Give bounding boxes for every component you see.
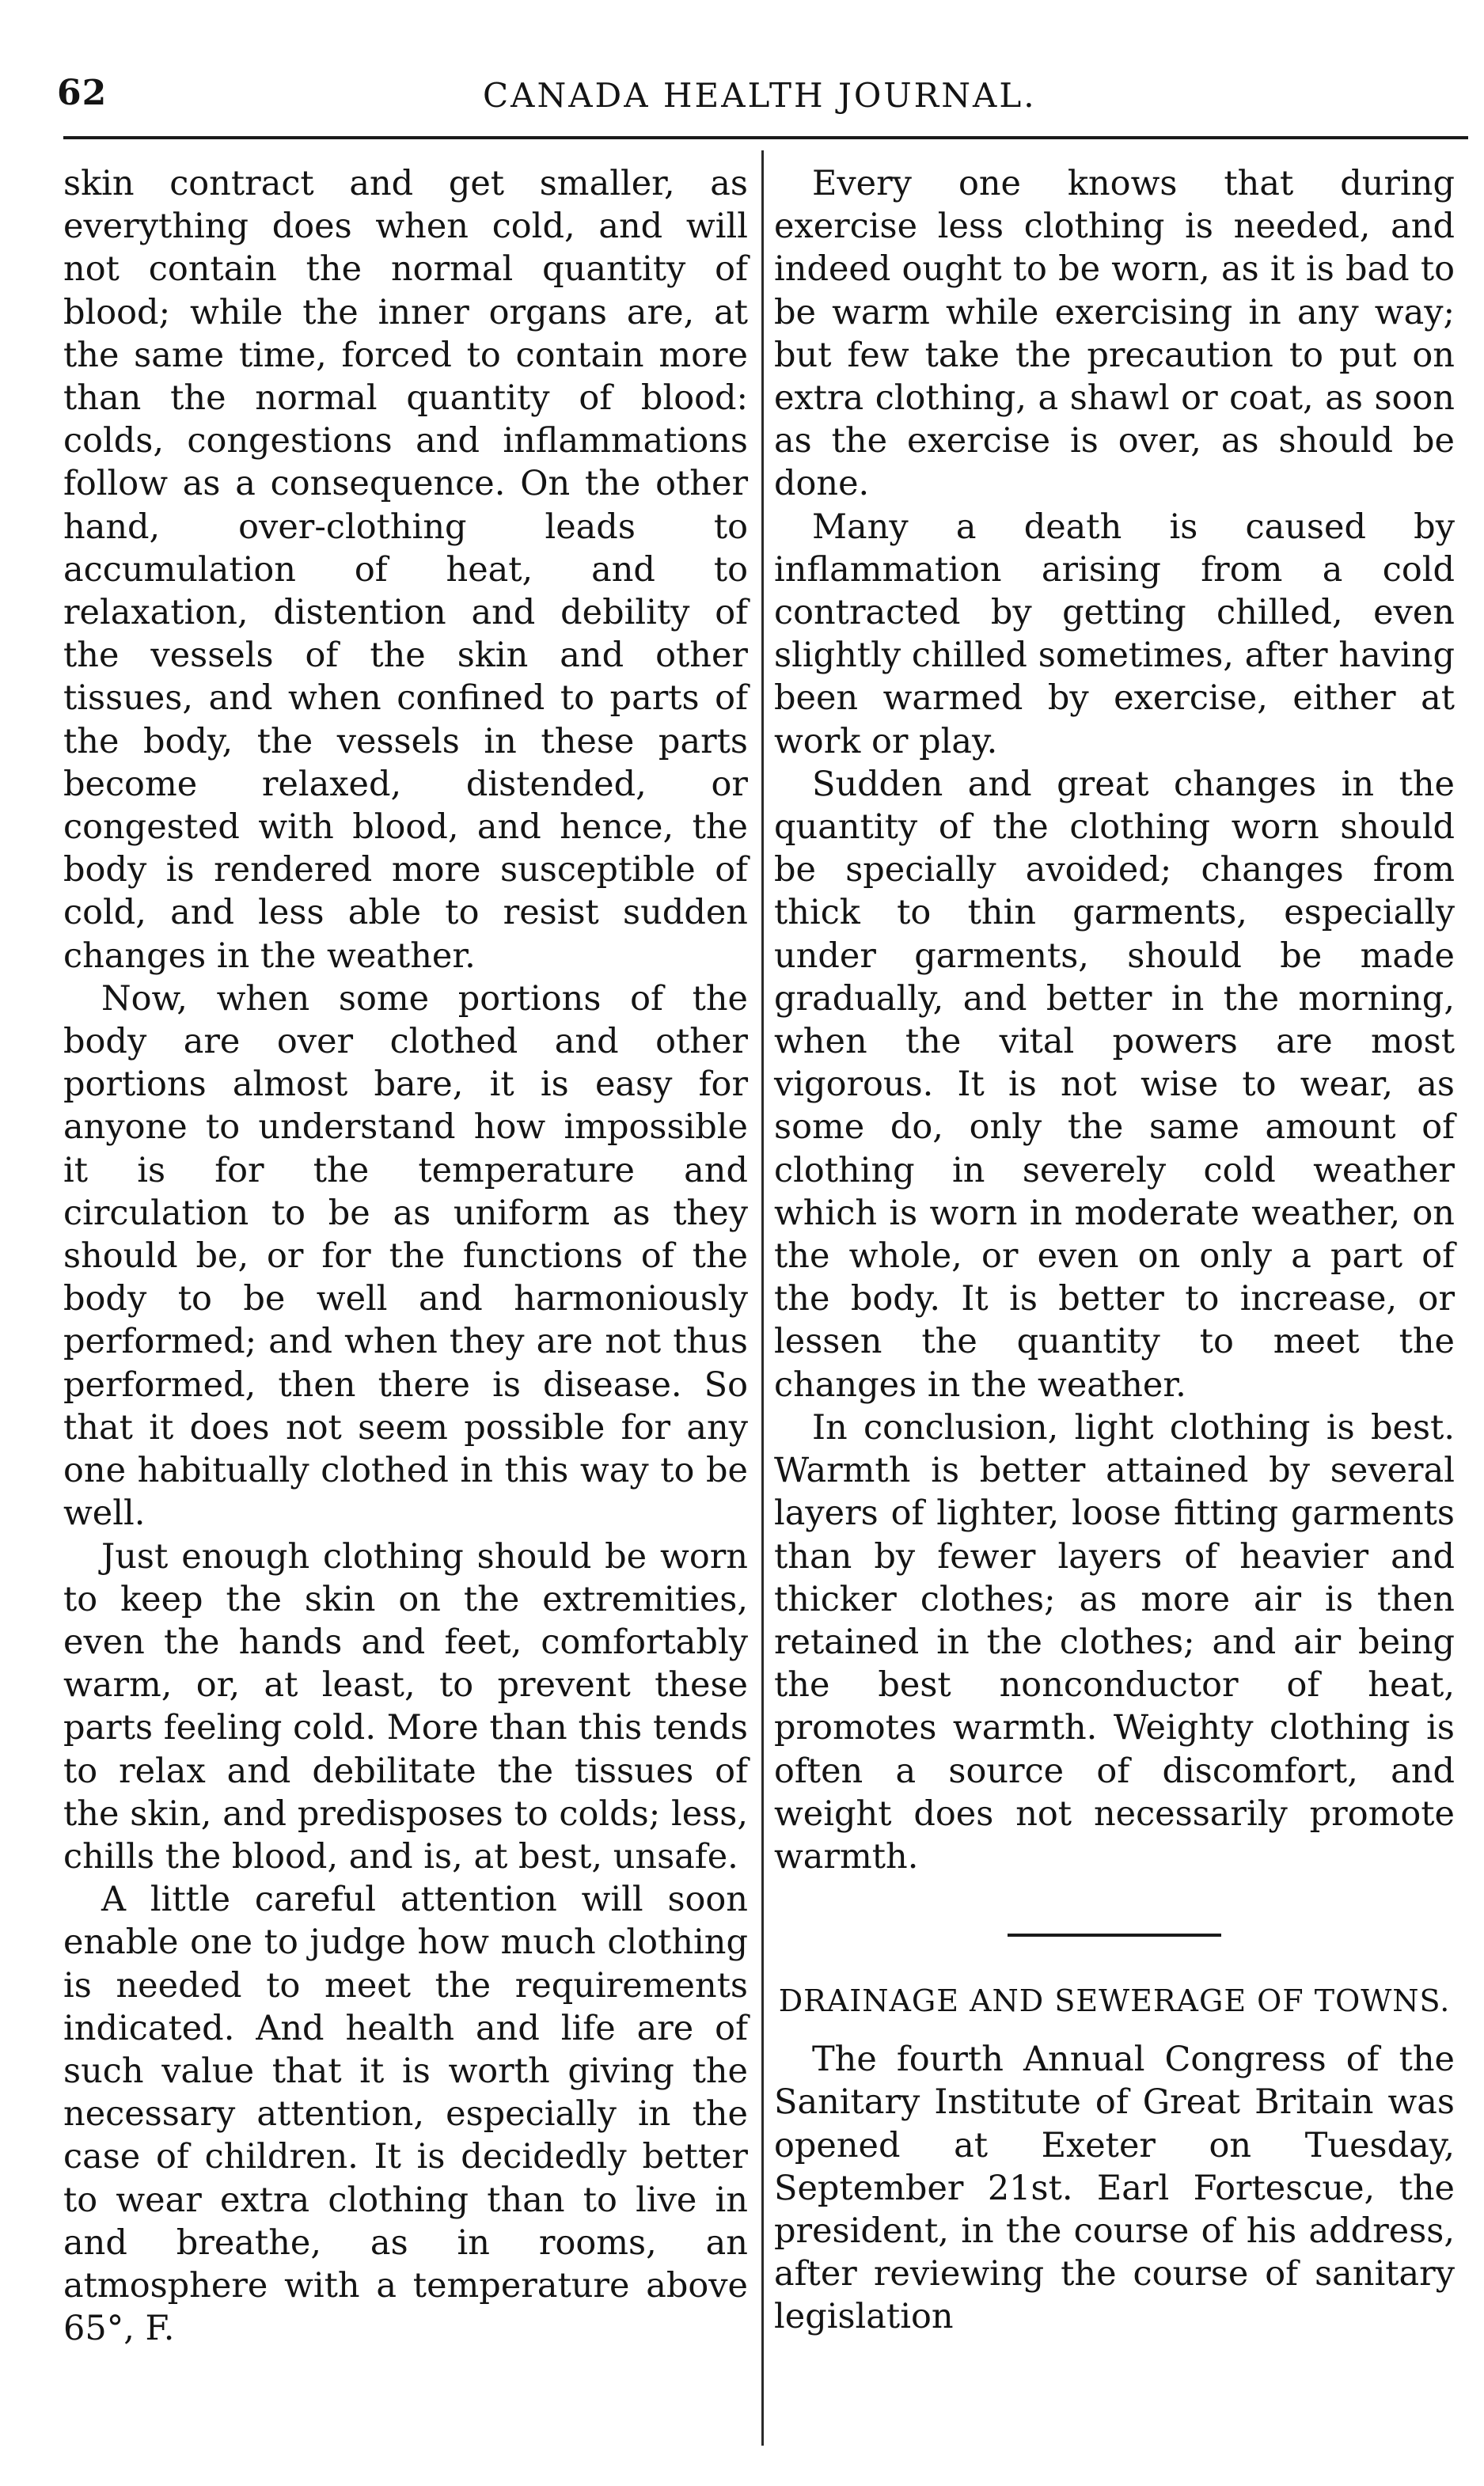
paragraph: The fourth Annual Congress of the Sanitary Institute of Great Britain was opened at Exeter on Tuesday, September 21st. Earl Fortescue, the president, in the course of his address, after reviewing the course of sanitary legislation (774, 2040, 1455, 2337)
header-rule (63, 136, 1468, 139)
journal-title: CANADA HEALTH JOURNAL. (483, 76, 1037, 115)
page-number: 62 (57, 73, 108, 113)
left-column (63, 162, 748, 2350)
column-divider (761, 150, 764, 2446)
paragraph: Every one knows that during exercise less clothing is needed, and indeed ought to be worn, as it is bad to be warm while exercising in any way; but few take the precaution to put on extra clothing, a shawl or coat, as soon as the exercise is over, as should be done. (774, 164, 1455, 504)
right-column (774, 162, 1455, 2339)
section-divider (1008, 1934, 1221, 1937)
page-header (0, 0, 1484, 158)
paragraph: A little careful attention will soon enable one to judge how much clothing is needed to meet the requirements indicated. And health and life are of such value that it is worth giving the necessary attention, especially in the case of children. It is decidedly better to wear extra clothing than to live in and breathe, as in rooms, an atmosphere with a temperature above 65°, F. (63, 1880, 748, 2349)
paragraph: Many a death is caused by inflammation arising from a cold contracted by getting chilled, even slightly chilled sometimes, after having been warmed by exercise, either at work or play. (774, 507, 1455, 761)
paragraph: Just enough clothing should be worn to keep the skin on the extremities, even the hands and feet, comfortably warm, or, at least, to prevent these parts feeling cold. More than this tends to relax and debilitate the tissues of the skin, and predisposes to colds; less, chills the blood, and is, at best, unsafe. (63, 1536, 748, 1877)
paragraph: skin contract and get smaller, as everything does when cold, and will not contain the normal quantity of blood; while the inner organs are, at the same time, forced to contain more than the normal quantity of blood: colds, congestions and inflammations follow as a consequence. On the other hand, over-clothing leads to accumulation of heat, and to relaxation, distention and debility of the vessels of the skin and other tissues, and when confined to parts of the body, the vessels in these parts become relaxed, distended, or congested with blood, and hence, the body is rendered more susceptible of cold, and less able to resist sudden changes in the weather. (63, 164, 748, 976)
paragraph: In conclusion, light clothing is best. Warmth is better attained by several layers of lighter, loose fitting garments than by fewer layers of heavier and thicker clothes; as more air is then retained in the clothes; and air being the best nonconductor of heat, promotes warmth. Weighty clothing is often a source of discomfort, and weight does not necessarily promote warmth. (774, 1407, 1455, 1877)
section-heading: DRAINAGE AND SEWERAGE OF TOWNS. (778, 1983, 1451, 2019)
paragraph: Now, when some portions of the body are over clothed and other portions almost bare, it is easy for anyone to understand how impossible it is for the temperature and circulation to be as uniform as they should be, or for the functions of the body to be well and harmoniously performed; and when they are not thus performed, then there is disease. So that it does not seem possible for any one habitually clothed in this way to be well. (63, 978, 748, 1534)
paragraph: Sudden and great changes in the quantity of the clothing worn should be specially avoided; changes from thick to thin garments, especially under garments, should be made gradually, and better in the morning, when the vital powers are most vigorous. It is not wise to wear, as some do, only the same amount of clothing in severely cold weather which is worn in moderate weather, on the whole, or even on only a part of the body. It is better to increase, or lessen the quantity to meet the changes in the weather. (774, 764, 1455, 1405)
